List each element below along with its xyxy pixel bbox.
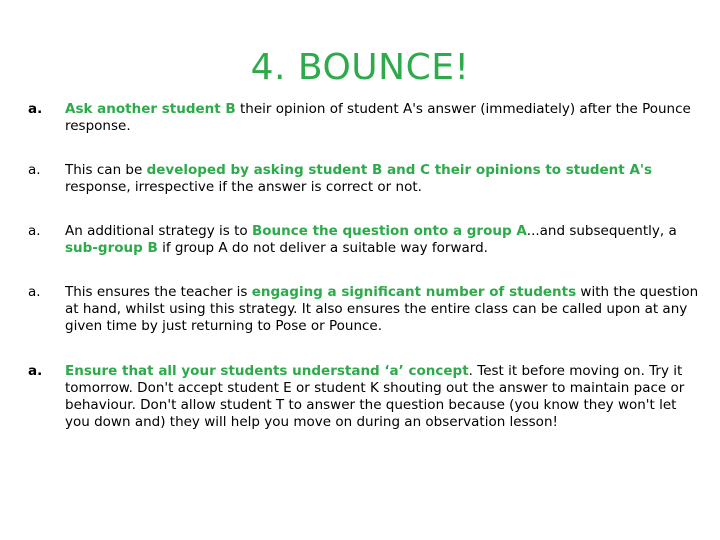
highlight-text: Ask another student B [65,101,236,117]
list-item [28,223,700,257]
page-title: 4. BOUNCE! [250,47,470,88]
body-text: This ensures the teacher is [65,284,252,300]
list-item-text [65,223,700,257]
list-item-text [65,284,700,335]
list-marker: a. [28,363,43,379]
list-marker: a. [28,223,41,239]
list-item [28,101,700,135]
body-text: their opinion of student A's answer (immediately) after the Pounce response. [65,101,691,134]
list-marker: a. [28,101,43,117]
list-item-text [65,162,700,196]
body-text: with the question at hand, whilst using this strategy. It also ensures the entire class can be called upon at any given time by just returning to Pose or Pounce. [65,284,699,334]
list-item [28,363,700,431]
list-item-text [65,101,700,135]
body-text: response, irrespective if the answer is correct or not. [65,179,422,195]
body-text: if group A do not deliver a suitable way forward. [157,240,488,256]
body-text: An additional strategy is to [65,223,252,239]
body-text: ...and subsequently, a [526,223,677,239]
list-item [28,162,700,196]
highlight-text: engaging a significant number of students [251,284,577,300]
highlight-text: sub-group B [65,240,158,256]
body-text: . Test it before moving on. Try it tomorrow. Don't accept student E or student K shouting out the answer to maintain pace or behaviour. Don't allow student T to answer the question because (you know they won't let you down and) they will help you move on during an observation lesson! [65,363,685,430]
list-marker: a. [28,284,41,300]
highlight-text: Ensure that all your students understand ‘a’ concept [65,363,469,379]
list-marker: a. [28,162,41,178]
highlight-text: Bounce the question onto a group A [251,223,527,239]
list-item-text [65,363,700,431]
list-item [28,284,700,335]
highlight-text: developed by asking student B and C their opinions to student A's [146,162,653,178]
body-text: This can be [65,162,147,178]
